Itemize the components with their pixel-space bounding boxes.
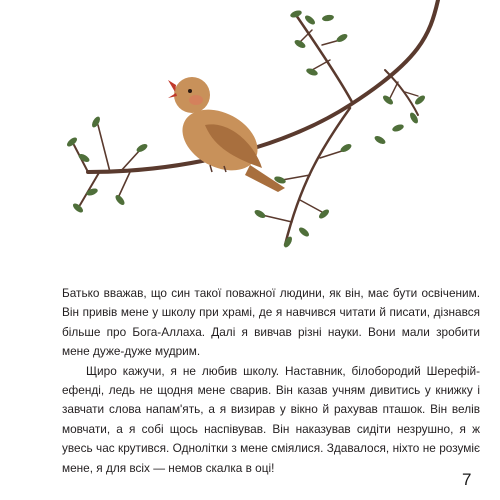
page-number: 7 [462, 470, 472, 489]
paragraph-2: Щиро кажучи, я не любив школу. Наставник, білобородий Шерефій-ефенді, ледь не щодня мене сварив. Він казав учням дивитись у книжку і завчати слова напам'ять, а я визирав у вікно й рахував пташок. Він велів мовчати, а я собі щось наспівував. Він наказував сидіти незрушно, я ж увесь час крутився. Однолітки з мене сміялися. Здавалося, ніхто не розуміє мене, я для всіх — немов скалка в оці! [62, 363, 480, 475]
story-text [62, 284, 480, 478]
paragraph-1: Батько вважав, що син такої поважної людини, як він, має бути освіченим. Він привів мене у школу при храмі, де я навчився читати й писати, дізнався більше про Бога-Аллаха. Далі я вивчав різні науки. Вони мали зробити мене дуже-дуже мудрим. [62, 286, 480, 359]
bird [168, 77, 285, 192]
